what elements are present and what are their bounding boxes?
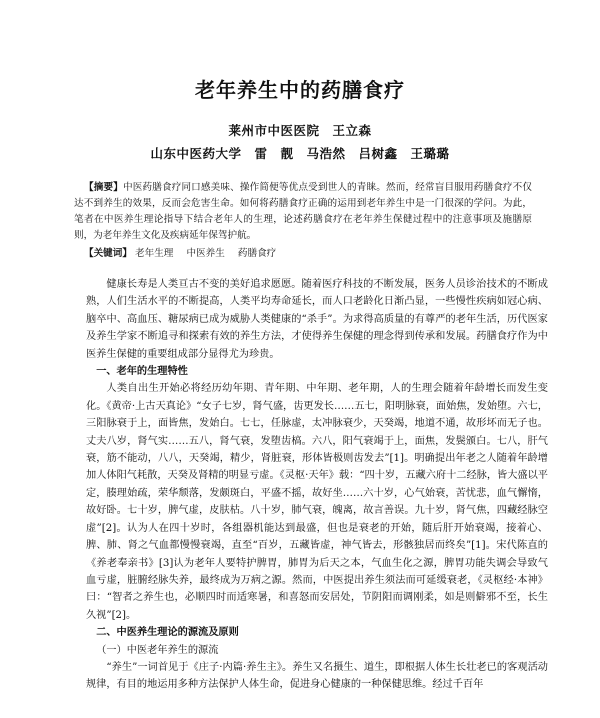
section-1-heading: 一、老年的生理特性 [96,365,188,378]
keywords [84,246,532,262]
body-text [86,276,548,694]
section-2-paragraph: “养生”一词首见于《庄子·内篇·养生主》。养生又名摄生、道生，即根据人体生长壮老已的客观活动规律，有目的地运用多种方法保护人体生命，促进身心健康的一种保健思维。经过千百年 [86,661,548,691]
abstract-text: 中医药膳食疗同口感美味、操作简便等优点受到世人的青睐。然而，经常盲目服用药膳食疗不仅达不到养生的效果，反而会危害生命。如何将药膳食疗正确的运用到老年养生中是一门很深的学问。为此，笔者在中医养生理论指导下结合老年人的生理，论述药膳食疗在老年养生保健过程中的注意事项及施膳原则，为老年养生文化及疾病延年保驾护航。 [74,182,533,241]
section-2-subheading: （一）中医老年养生的源流 [96,644,219,656]
section-2-heading: 二、中医养生理论的源流及原则 [96,626,239,639]
abstract-label: 【摘要】 [84,182,123,193]
keyword-item: 中医养生 [186,248,225,259]
paper-title: 老年养生中的药膳食疗 [195,78,405,102]
author-affiliation-line-2: 山东中医药大学 雷 靓 马浩然 吕树鑫 王璐璐 [150,146,450,161]
section-1-paragraph: 人类自出生开始必将经历幼年期、青年期、中年期、老年期，人的生理会随着年龄增长而发生变化。《黄帝·上古天真论》“女子七岁，肾气盛，齿更发长……五七，阳明脉衰，面始焦，发始堕。六七，三阳脉衰于上，面皆焦，发始白。七七，任脉虚，太冲脉衰少，天癸竭，地道不通，故形坏而无子也。丈夫八岁，肾气实……五八，肾气衰，发堕齿槁。六八，阳气衰竭于上，面焦，发鬓颁白。七八，肝气衰，筋不能动，八八，天癸竭，精少，肾脏衰，形体皆极则齿发去”[1]。明确提出年老之人随着年龄增加人体阳气耗散，天癸及肾精的明显亏虚。《灵枢·天年》载：“四十岁，五藏六府十二经脉，皆大盛以平定，腠理始疏，荣华颓落，发颇斑白，平盛不摇，故好坐……六十岁，心气始衰，苦忧悲，血气懈惰，故好卧。七十岁，脾气虚，皮肤枯。八十岁，肺气衰，魄离，故言善误。九十岁，肾气焦，四藏经脉空虚”[2]。认为人在四十岁时，各组器机能达到最盛，但也是衰老的开始，随后肝开始衰竭，接着心、脾、肺、肾之气血都慢慢衰竭，直至“百岁，五藏皆虚，神气皆去，形骸独居而终矣”[1]。宋代陈直的《养老奉亲书》[3]认为老年人要特护脾胃，肺胃为后天之本，气血生化之源，脾胃功能失调会导致气血亏虚，脏腑经脉失养，最终成为万病之源。然而，中医提出养生须法而可延缓衰老，《灵枢经·本神》曰：“智者之养生也，必顺四时而适寒暑，和喜怒而安居处，节阴阳而调刚柔，如是则僻邪不至，长生久视”[2]。 [86,383,548,621]
author-affiliation-line-1: 莱州市中医医院 王立森 [228,123,372,138]
keyword-item: 药膳食疗 [237,248,277,259]
abstract [74,180,532,244]
keyword-item: 老年生理 [135,248,174,259]
intro-paragraph: 健康长寿是人类亘古不变的美好追求愿愿。随着医疗科技的不断发展，医务人员诊治技术的不断成熟，人们生活水平的不断提高，人类平均寿命延长，而人口老龄化日渐凸显，一些慢性疾病如冠心病、脑卒中、高血压、糖尿病已成为威胁人类健康的“杀手”。为求得高质量的有尊严的老年生活，历代医家及养生学家不断追寻和探索有效的养生方法，才使得养生保健的理念得到传承和发展。药膳食疗作为中医养生保健的重要组成部分显得尤为珍贵。 [86,279,548,360]
keywords-label: 【关键词】 [84,248,132,259]
